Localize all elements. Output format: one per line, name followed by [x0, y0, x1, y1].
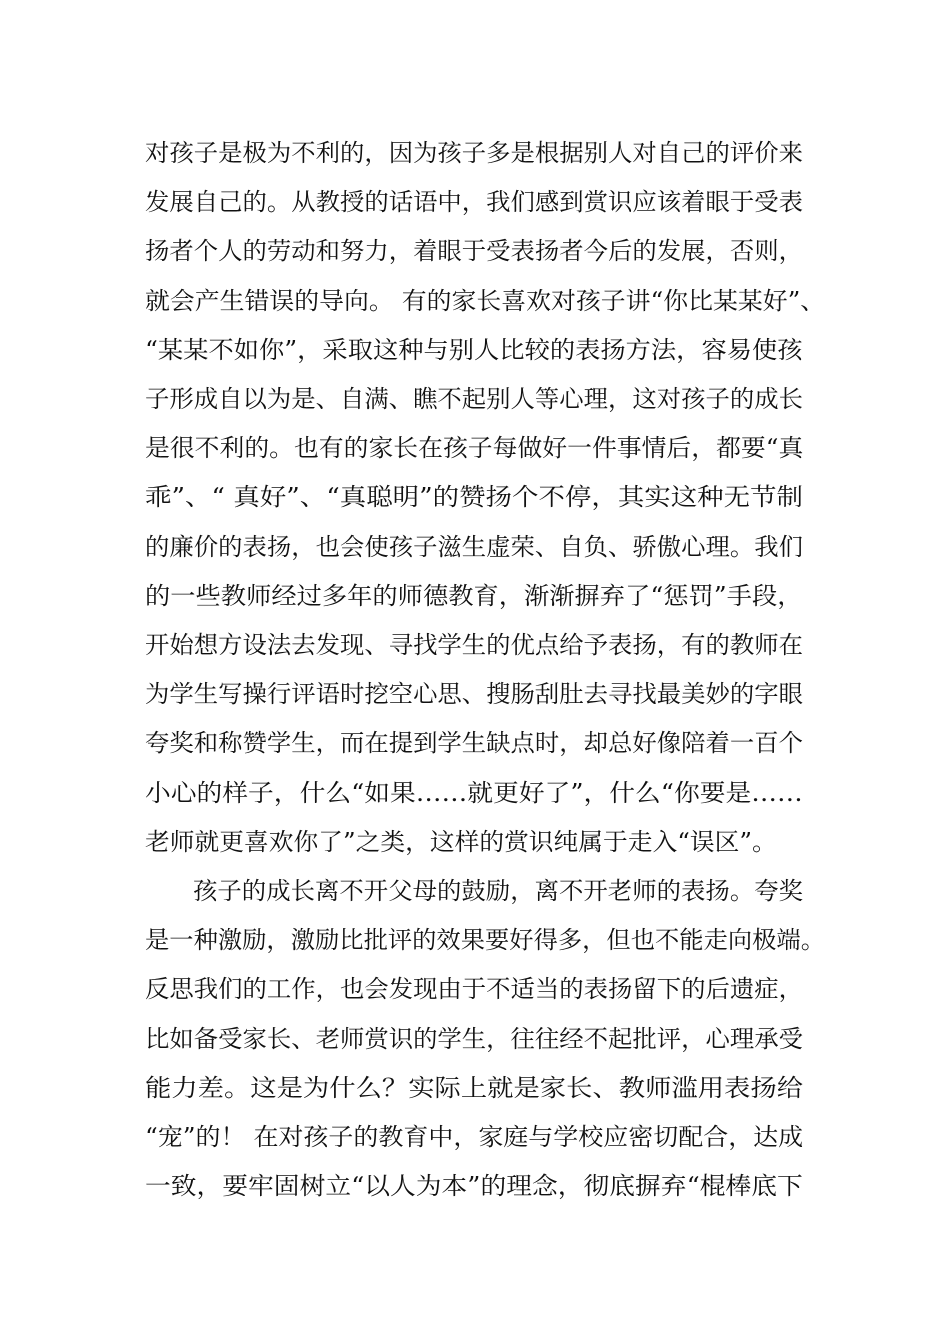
- text-line: 对孩子是极为不利的，因为孩子多是根据别人对自己的评价来: [145, 139, 803, 167]
- text-line: 孩子的成长离不开父母的鼓励，离不开老师的表扬。夸奖: [193, 877, 804, 905]
- text-line: 能力差。这是为什么？实际上就是家长、教师滥用表扬给: [145, 1073, 804, 1102]
- text-line: 子形成自以为是、自满、瞧不起别人等心理，这对孩子的成长: [145, 385, 803, 413]
- text-line: 老师就更喜欢你了”之类，这样的赏识纯属于走入“误区”。: [145, 827, 777, 856]
- text-line: “某某不如你”，采取这种与别人比较的表扬方法，容易使孩: [145, 335, 803, 364]
- text-line: 反思我们的工作，也会发现由于不适当的表扬留下的后遗症，: [145, 975, 803, 1004]
- text-line: 夸奖和称赞学生，而在提到学生缺点时，却总好像陪着一百个: [145, 729, 803, 758]
- text-line: 一致，要牢固树立“以人为本”的理念，彻底摒弃“棍棒底下: [145, 1172, 803, 1201]
- text-line: “宠”的！ 在对孩子的教育中，家庭与学校应密切配合，达成: [145, 1123, 804, 1151]
- text-line: 是一种激励，激励比批评的效果要好得多，但也不能走向极端。: [145, 926, 825, 955]
- text-line: 是很不利的。也有的家长在孩子每做好一件事情后，都要“真: [145, 434, 804, 463]
- text-line: 扬者个人的劳动和努力，着眼于受表扬者今后的发展，否则，: [145, 237, 803, 266]
- text-line: 乖”、“ 真好”、“真聪明”的赞扬个不停，其实这种无节制: [145, 483, 803, 512]
- text-line: 就会产生错误的导向。 有的家长喜欢对孩子讲“你比某某好”、: [145, 286, 826, 315]
- text-line: 比如备受家长、老师赏识的学生，往往经不起批评，心理承受: [145, 1024, 803, 1053]
- text-line: 开始想方设法去发现、寻找学生的优点给予表扬，有的教师在: [145, 631, 803, 659]
- text-line: 的廉价的表扬，也会使孩子滋生虚荣、自负、骄傲心理。我们: [145, 532, 803, 561]
- text-line: 的一些教师经过多年的师德教育，渐渐摒弃了“惩罚”手段，: [145, 581, 803, 610]
- text-line: 小心的样子，什么“如果……就更好了”，什么“你要是……: [145, 778, 803, 807]
- text-line: 发展自己的。从教授的话语中，我们感到赏识应该着眼于受表: [145, 188, 803, 217]
- text-line: 为学生写操行评语时挖空心思、搜肠刮肚去寻找最美妙的字眼: [145, 680, 803, 709]
